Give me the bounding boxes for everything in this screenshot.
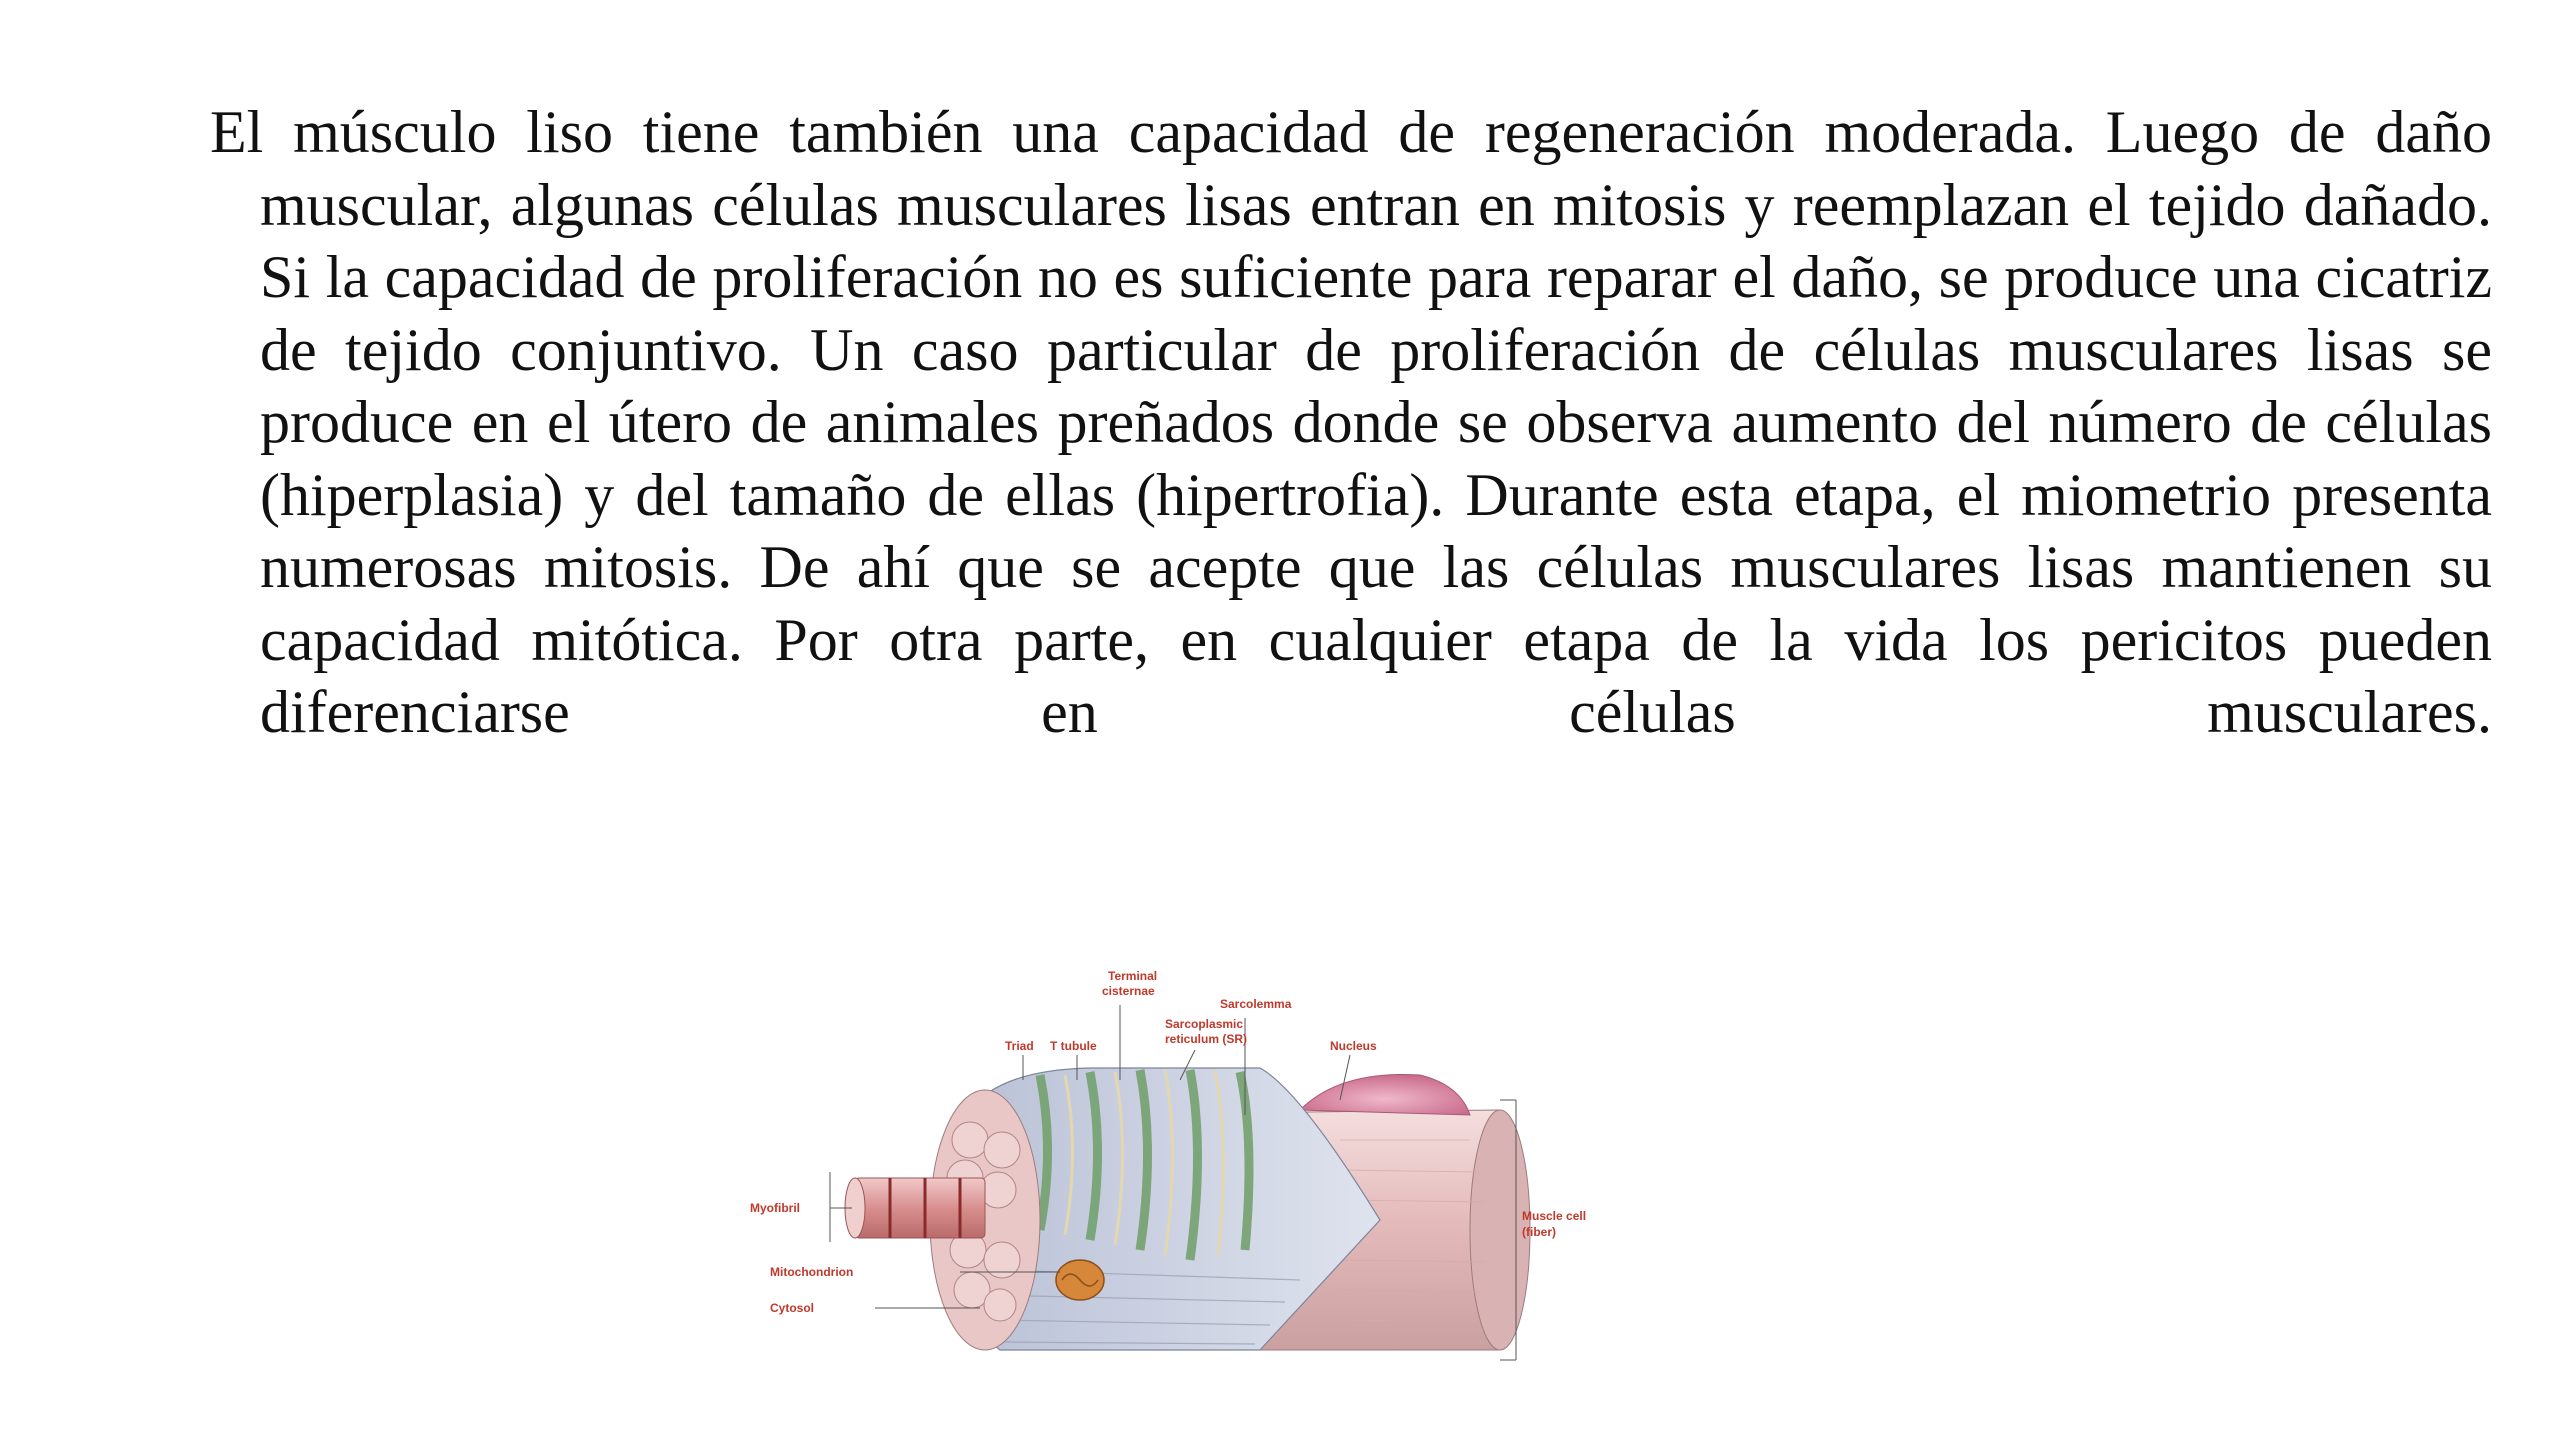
label-sarcolemma: Sarcolemma xyxy=(1220,997,1292,1011)
label-sarcoplasmic-reticulum-1: Sarcoplasmic xyxy=(1165,1017,1244,1031)
label-nucleus: Nucleus xyxy=(1330,1039,1377,1053)
label-myofibril: Myofibril xyxy=(750,1201,800,1215)
myofibril xyxy=(855,1178,985,1238)
muscle-fiber-illustration xyxy=(740,950,1600,1370)
label-terminal-cisternae-2: cisternae xyxy=(1102,984,1155,998)
fiber-end xyxy=(1470,1110,1530,1350)
label-muscle-cell-2: (fiber) xyxy=(1522,1225,1556,1239)
muscle-fiber-diagram xyxy=(740,950,1600,1370)
nucleus xyxy=(1300,1074,1470,1115)
body-paragraph: El músculo liso tiene también una capacidad de regeneración moderada. Luego de daño muscular, algunas células musculares lisas entran en mitosis y reemplazan el tejido dañado. Si la capacidad de proliferación no es suficiente para reparar el daño, se produce una cicatriz de tejido conjuntivo. Un caso particular de proliferación de células musculares lisas se produce en el útero de animales preñados donde se observa aumento del número de células (hiperplasia) y del tamaño de ellas (hipertrofia). Durante esta etapa, el miometrio presenta numerosas mitosis. De ahí que se acepte que las células musculares lisas mantienen su capacidad mitótica. Por otra parte, en cualquier etapa de la vida los pericitos pueden diferenciarse en células musculares. xyxy=(210,99,2492,745)
label-mitochondrion: Mitochondrion xyxy=(770,1265,854,1279)
label-triad: Triad xyxy=(1005,1039,1034,1053)
label-cytosol: Cytosol xyxy=(770,1301,815,1315)
label-muscle-cell-1: Muscle cell xyxy=(1522,1209,1587,1223)
label-terminal-cisternae-1: Terminal xyxy=(1108,969,1158,983)
label-t-tubule: T tubule xyxy=(1050,1039,1097,1053)
label-sarcoplasmic-reticulum-2: reticulum (SR) xyxy=(1165,1032,1248,1046)
